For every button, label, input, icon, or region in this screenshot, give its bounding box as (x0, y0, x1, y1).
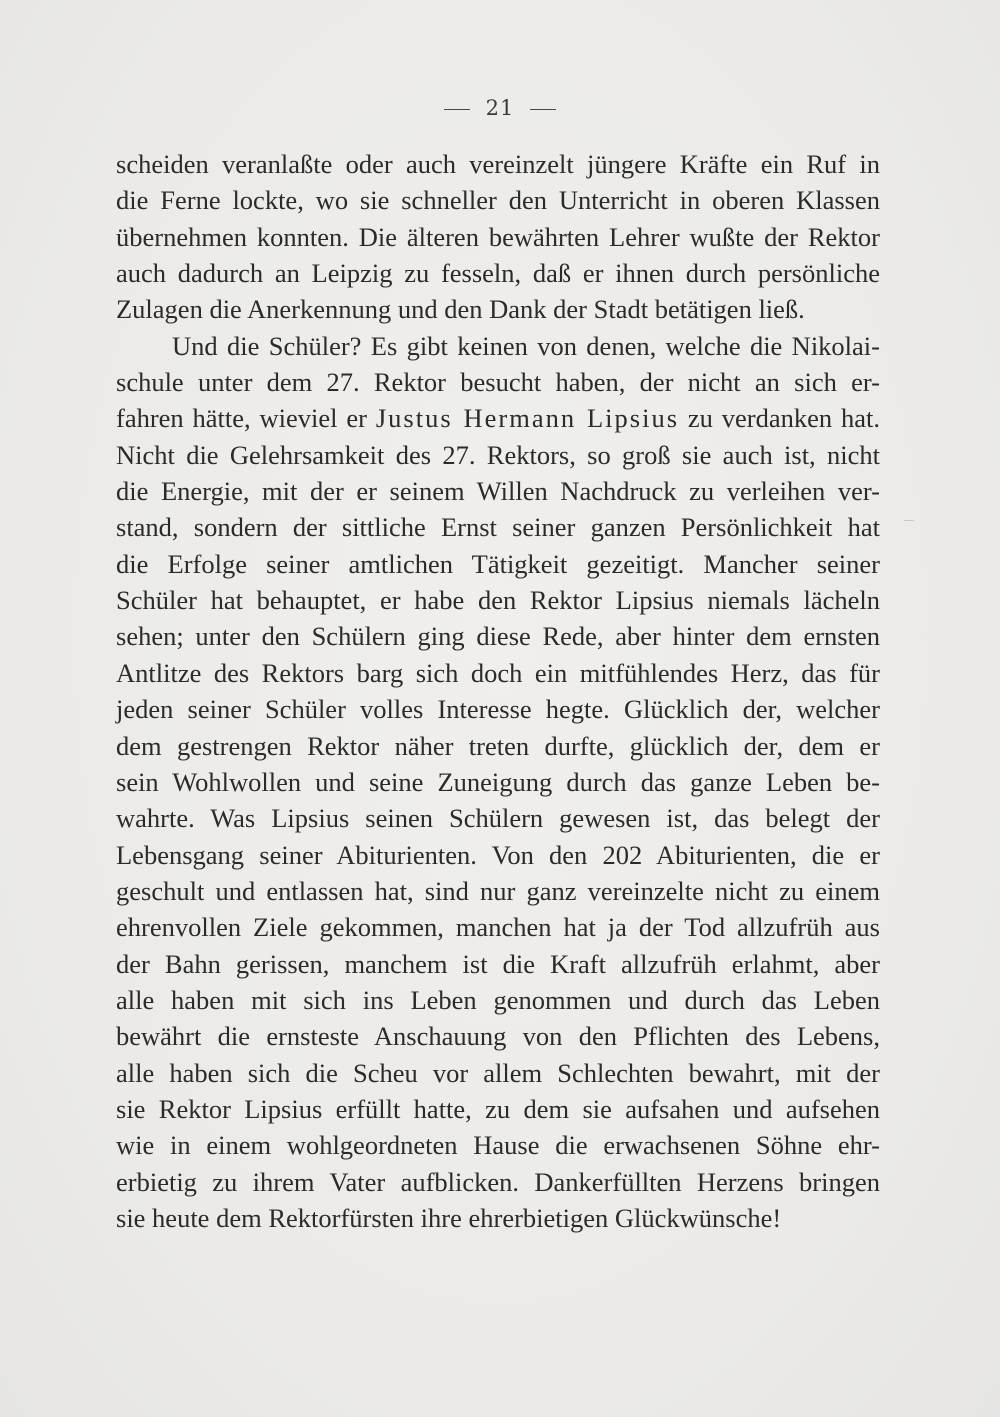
line-segment: fahren hätte, wieviel er (116, 403, 376, 434)
text-line: geschult und entlassen hat, sind nur ganz vereinzelte nicht zu einem (116, 875, 880, 906)
text-line: wahrte. Was Lipsius seinen Schülern gewesen ist, das belegt der (116, 803, 880, 834)
text-line: Schüler hat behauptet, er habe den Rektor Lipsius niemals lächeln (116, 585, 880, 616)
text-line: sie Rektor Lipsius erfüllt hatte, zu dem sie aufsahen und aufsehen (116, 1093, 880, 1124)
text-line: sein Wohlwollen und seine Zuneigung durch das ganze Leben be- (116, 766, 880, 797)
text-line: jeden seiner Schüler volles Interesse hegte. Glücklich der, welcher (116, 694, 880, 725)
left-dash (444, 109, 470, 110)
paper-speck (904, 520, 914, 521)
text-line: Antlitze des Rektors barg sich doch ein mitfühlendes Herz, das für (116, 657, 880, 688)
text-line: sehen; unter den Schülern ging diese Rede, aber hinter dem ernsten (116, 621, 880, 652)
text-line: Zulagen die Anerkennung und den Dank der Stadt betätigen ließ. (116, 294, 805, 325)
text-line: dem gestrengen Rektor näher treten durfte, glücklich der, dem er (116, 730, 880, 761)
text-line: ehrenvollen Ziele gekommen, manchen hat ja der Tod allzufrüh aus (116, 912, 880, 943)
text-line: Lebensgang seiner Abiturienten. Von den 202 Abiturienten, die er (116, 839, 880, 870)
text-line: Und die Schüler? Es gibt keinen von denen, welche die Nikolai- (172, 330, 880, 361)
text-line: Nicht die Gelehrsamkeit des 27. Rektors, so groß sie auch ist, nicht (116, 439, 880, 470)
text-line: die Energie, mit der er seinem Willen Nachdruck zu verleihen ver- (116, 476, 880, 507)
text-line: die Erfolge seiner amtlichen Tätigkeit gezeitigt. Mancher seiner (116, 548, 880, 579)
text-line: die Ferne lockte, wo sie schneller den Unterricht in oberen Klassen (116, 185, 880, 216)
text-line: alle haben sich die Scheu vor allem Schlechten bewahrt, mit der (116, 1057, 880, 1088)
text-line: der Bahn gerissen, manchem ist die Kraft allzufrüh erlahmt, aber (116, 948, 880, 979)
text-line: übernehmen konnten. Die älteren bewährten Lehrer wußte der Rektor (116, 221, 880, 252)
text-line: schule unter dem 27. Rektor besucht haben, der nicht an sich er- (116, 367, 880, 398)
spaced-name: Justus Hermann Lipsius (375, 403, 680, 434)
right-dash (530, 109, 556, 110)
text-line: sie heute dem Rektorfürsten ihre ehrerbietigen Glückwünsche! (116, 1202, 782, 1233)
text-line: bewährt die ernsteste Anschauung von den Pflichten des Lebens, (116, 1021, 880, 1052)
text-line: scheiden veranlaßte oder auch vereinzelt jüngere Kräfte ein Ruf in (116, 149, 880, 179)
text-line: auch dadurch an Leipzig zu fesseln, daß er ihnen durch persönliche (116, 258, 880, 289)
page-number: 21 (485, 96, 515, 120)
text-line (116, 400, 880, 436)
page-number-header (0, 96, 1000, 120)
text-line: wie in einem wohlgeordneten Hause die erwachsenen Söhne ehr- (116, 1130, 880, 1161)
text-line: stand, sondern der sittliche Ernst seiner ganzen Persönlichkeit hat (116, 512, 880, 543)
line-segment: zu verdanken hat. (679, 403, 881, 434)
text-line: erbietig zu ihrem Vater aufblicken. Dankerfüllten Herzens bringen (116, 1166, 880, 1197)
body-text (116, 146, 880, 1236)
text-line: alle haben mit sich ins Leben genommen und durch das Leben (116, 984, 880, 1015)
